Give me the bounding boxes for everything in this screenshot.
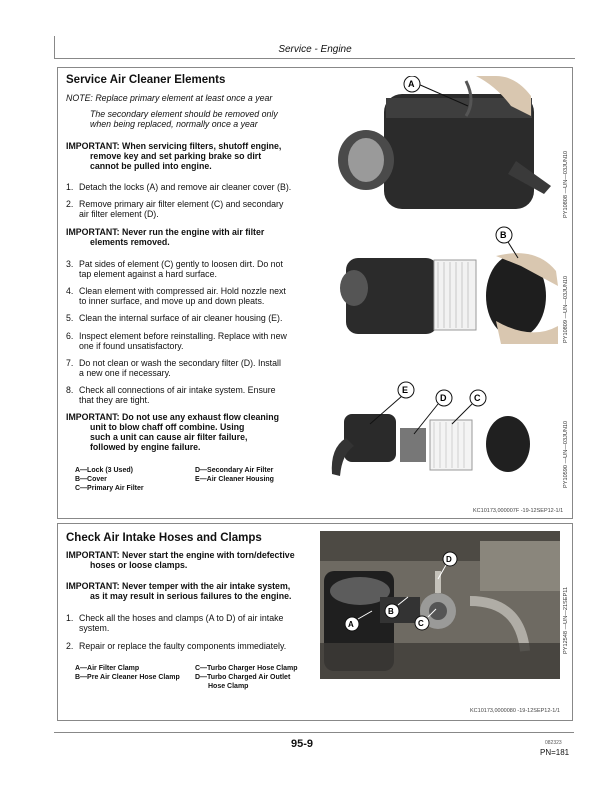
section-intake-hoses: [57, 523, 573, 721]
step-text: Clean element with compressed air. Hold nozzle next: [79, 286, 286, 296]
important-line: IMPORTANT: When servicing filters, shutoff engine,: [66, 141, 282, 151]
header-title: Service - Engine: [278, 44, 352, 55]
callout-b: B: [388, 607, 394, 616]
reference-code: KC10173,000007F -19-12SEP12-1/1: [473, 508, 564, 514]
step-number: 7.: [66, 358, 74, 368]
step-number: 2.: [66, 641, 74, 651]
image-code: PY10808 —UN—03JUN10: [563, 150, 569, 218]
air-cleaner-photo-3: [326, 378, 562, 488]
section-title: Check Air Intake Hoses and Clamps: [66, 532, 262, 544]
step-number: 8.: [66, 385, 74, 395]
footer-pn: PN=181: [540, 748, 570, 757]
legend-item: C—Primary Air Filter: [75, 485, 144, 492]
image-code: PY12548 —UN—21SEP11: [563, 586, 569, 654]
step-text: one if found unsatisfactory.: [79, 341, 184, 351]
section-title: Service Air Cleaner Elements: [66, 74, 226, 86]
step-number: 3.: [66, 259, 74, 269]
callout-a: A: [408, 79, 415, 89]
air-cleaner-photo-1: [326, 76, 562, 216]
step-text: system.: [79, 623, 110, 633]
step-text: Repair or replace the faulty components immediately.: [79, 641, 287, 651]
important-line: IMPORTANT: Never run the engine with air filter: [66, 227, 265, 237]
step-text: Detach the locks (A) and remove air cleaner cover (B).: [79, 182, 292, 192]
important-line: hoses or loose clamps.: [90, 560, 188, 570]
step-text: Check all connections of air intake system. Ensure: [79, 385, 276, 395]
step-number: 4.: [66, 286, 74, 296]
page-number: 95-9: [291, 738, 314, 750]
page-header: [54, 36, 575, 59]
important-line: as it may result in serious failures to the engine.: [90, 591, 292, 601]
image-code: PY10590 —UN—03JUN10: [563, 420, 569, 488]
callout-c: C: [474, 393, 481, 403]
important-line: unit to blow chaff off combine. Using: [90, 422, 245, 432]
legend-item: E—Air Cleaner Housing: [195, 476, 274, 483]
legend-item: A—Lock (3 Used): [75, 467, 133, 474]
step-text: tap element against a hard surface.: [79, 269, 217, 279]
step-text: to inner surface, and move up and down pleats.: [79, 296, 265, 306]
step-text: Pat sides of element (C) gently to loosen dirt. Do not: [79, 259, 283, 269]
legend-item: B—Pre Air Cleaner Hose Clamp: [75, 674, 180, 681]
footer-code: 082323: [545, 740, 562, 746]
step-number: 1.: [66, 182, 74, 192]
callout-e: E: [402, 385, 409, 395]
callout-d: D: [440, 393, 447, 403]
step-text: a new one if necessary.: [79, 368, 171, 378]
note-line: when being replaced, normally once a year: [90, 119, 258, 129]
step-number: 1.: [66, 613, 74, 623]
callout-b: B: [500, 230, 507, 240]
legend-item: A—Air Filter Clamp: [75, 665, 140, 672]
important-line: such a unit can cause air filter failure,: [90, 432, 248, 442]
important-line: followed by engine failure.: [90, 442, 201, 452]
engine-bay-photo: [320, 531, 560, 679]
legend-item: D—Turbo Charged Air Outlet: [195, 674, 291, 681]
step-text: Remove primary air filter element (C) and secondary: [79, 199, 284, 209]
image-code: PY10809 —UN—03JUN10: [563, 275, 569, 343]
legend-item: Hose Clamp: [208, 683, 249, 690]
legend-item: C—Turbo Charger Hose Clamp: [195, 665, 298, 672]
step-text: Do not clean or wash the secondary filter (D). Install: [79, 358, 281, 368]
step-text: that they are tight.: [79, 395, 150, 405]
step-text: Clean the internal surface of air cleaner housing (E).: [79, 313, 283, 323]
section-air-cleaner: [57, 67, 573, 519]
note-line: The secondary element should be removed only: [90, 109, 278, 119]
step-text: Check all the hoses and clamps (A to D) of air intake: [79, 613, 284, 623]
legend-item: B—Cover: [75, 476, 107, 483]
important-line: elements removed.: [90, 237, 170, 247]
important-line: IMPORTANT: Never start the engine with torn/defective: [66, 550, 295, 560]
reference-code: KC10173,0000080 -19-12SEP12-1/1: [470, 708, 560, 714]
important-line: IMPORTANT: Never temper with the air intake system,: [66, 581, 291, 591]
air-cleaner-photo-2: [326, 226, 562, 344]
note: NOTE: Replace primary element at least once a year: [66, 93, 273, 103]
step-number: 5.: [66, 313, 74, 323]
legend-item: D—Secondary Air Filter: [195, 467, 274, 474]
callout-a: A: [348, 620, 354, 629]
important-line: IMPORTANT: Do not use any exhaust flow cleaning: [66, 412, 279, 422]
important-line: cannot be pulled into engine.: [90, 161, 212, 171]
step-text: Inspect element before reinstalling. Replace with new: [79, 331, 287, 341]
callout-c: C: [418, 619, 424, 628]
callout-d: D: [446, 555, 452, 564]
step-number: 2.: [66, 199, 74, 209]
step-text: air filter element (D).: [79, 209, 159, 219]
important-line: remove key and set parking brake so dirt: [90, 151, 262, 161]
step-number: 6.: [66, 331, 74, 341]
footer-rule: [54, 732, 574, 733]
